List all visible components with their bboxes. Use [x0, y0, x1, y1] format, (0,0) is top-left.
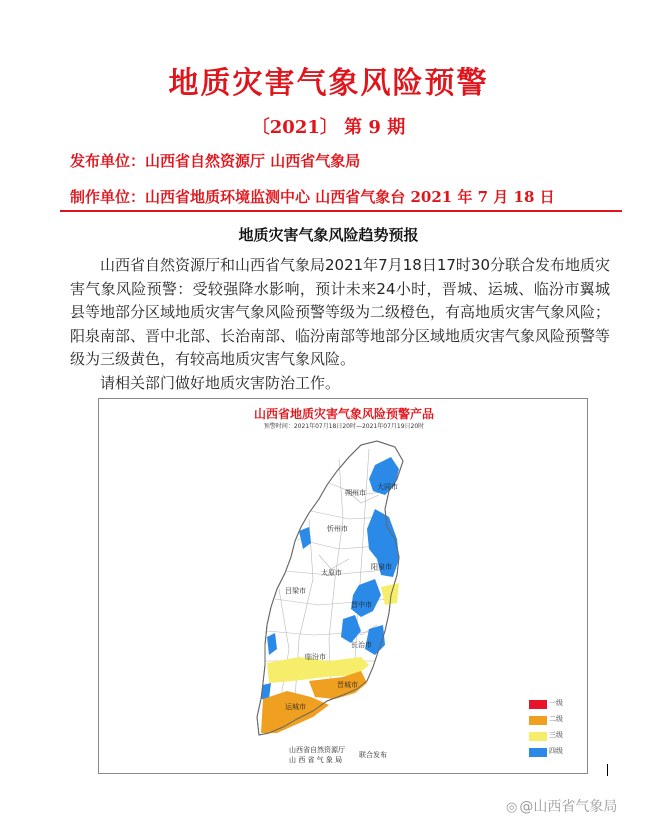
watermark-text: @山西省气象局 [519, 799, 618, 815]
city-label-changzhi: 长治市 [351, 641, 372, 649]
legend-label-level4: 四级 [549, 747, 563, 755]
city-label-yangquan: 阳泉市 [371, 563, 392, 571]
city-label-yuncheng: 运城市 [285, 703, 306, 711]
warning-map [98, 398, 588, 774]
legend-item-level3 [529, 729, 587, 745]
map-footer [289, 745, 387, 765]
header-divider [60, 210, 622, 212]
city-label-taiyuan: 太原市 [321, 569, 342, 577]
legend-swatch-level2 [529, 716, 547, 725]
issuer-line: 发布单位：山西省自然资源厅 山西省气象局 [70, 152, 361, 170]
legend-swatch-level3 [529, 732, 547, 741]
producer-line: 制作单位：山西省地质环境监测中心 山西省气象台 2021 年 7 月 18 日 [70, 188, 555, 206]
legend-item-level2 [529, 713, 587, 729]
legend-label-level1: 一级 [549, 699, 563, 707]
watermark [506, 796, 617, 816]
issue-number: 〔2021〕 第 9 期 [251, 117, 406, 138]
legend-label-level2: 二级 [549, 715, 563, 723]
map-title: 山西省地质灾害气象风险预警产品 [253, 407, 434, 421]
shanxi-map-graphic [99, 399, 589, 775]
city-label-shuozhou: 朔州市 [345, 489, 366, 497]
text-cursor [607, 764, 608, 776]
paragraph-advice: 请相关部门做好地质灾害防治工作。 [100, 373, 341, 392]
city-label-jincheng: 晋城市 [337, 681, 358, 689]
weibo-icon: ◎ [506, 800, 518, 815]
footer-agency-2: 山 西 省 气 象 局 [289, 756, 343, 764]
legend-item-level4 [529, 745, 587, 761]
city-label-datong: 大同市 [377, 483, 398, 491]
footer-agency-1: 山西省自然资源厅 [289, 746, 345, 754]
legend-label-level3: 三级 [549, 731, 563, 739]
legend-swatch-level4 [529, 748, 547, 757]
city-label-lvliang: 吕梁市 [285, 587, 306, 595]
legend-item-level1 [529, 697, 587, 713]
section-title: 地质灾害气象风险趋势预报 [238, 226, 419, 244]
document-title: 地质灾害气象风险预警 [168, 66, 489, 101]
map-legend [529, 697, 587, 761]
city-label-jinzhong: 晋中市 [351, 601, 372, 609]
map-time: 预警时间：2021年07月18日20时—2021年07月19日20时 [263, 423, 425, 430]
footer-joint: 联合发布 [359, 751, 387, 759]
city-label-linfen: 临汾市 [305, 653, 326, 661]
body-text [70, 254, 610, 395]
city-label-xinzhou: 忻州市 [327, 525, 348, 533]
legend-swatch-level1 [529, 700, 547, 709]
paragraph-forecast: 山西省自然资源厅和山西省气象局2021年7月18日17时30分联合发布地质灾害气象风险预警：受较强降水影响，预计未来24小时，晋城、运城、临汾市翼城县等地部分区域地质灾害气象风险预警等级为二级橙色，有高地质灾害气象风险；阳泉南部、晋中北部、长治南部、临汾南部等地部分区域地质灾害气象风险预警等级为三级黄色，有较高地质灾害气象风险。 [70, 256, 611, 368]
